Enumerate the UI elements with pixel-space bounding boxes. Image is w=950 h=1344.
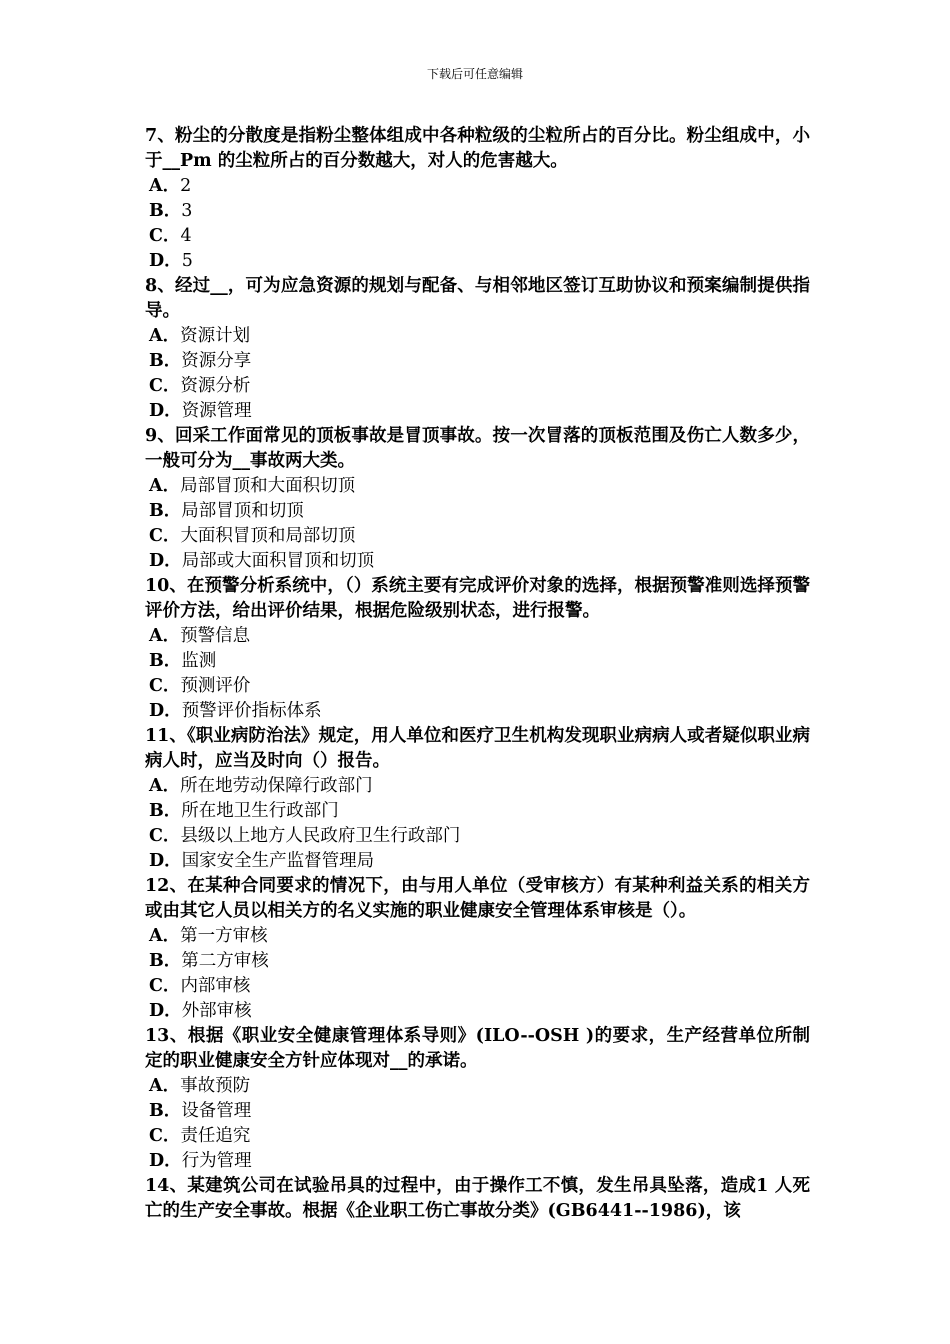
option-text: 预警信息 <box>180 626 251 646</box>
question-8 <box>145 274 810 424</box>
option-letter: C． <box>149 976 181 996</box>
question-13 <box>145 1024 810 1174</box>
option-letter: C． <box>149 676 181 696</box>
option-text: 4 <box>180 226 192 246</box>
option-c <box>145 1124 810 1149</box>
question-text: 7、粉尘的分散度是指粉尘整体组成中各种粒级的尘粒所占的百分比。粉尘组成中，小于__Pm 的尘粒所占的百分数越大，对人的危害越大。 <box>145 126 810 171</box>
option-a <box>145 624 810 649</box>
option-text: 局部冒顶和切顶 <box>181 501 304 521</box>
option-letter: D． <box>149 1001 182 1021</box>
option-letter: B． <box>149 351 182 371</box>
option-text: 监测 <box>181 651 217 671</box>
option-letter: A． <box>149 326 181 346</box>
question-text: 10、在预警分析系统中，（）系统主要有完成评价对象的选择，根据预警准则选择预警评价方法，给出评价结果，根据危险级别状态，进行报警。 <box>145 576 810 621</box>
option-text: 所在地卫生行政部门 <box>181 801 339 821</box>
option-d <box>145 1149 810 1174</box>
option-letter: D． <box>149 251 182 271</box>
option-letter: A． <box>149 1076 181 1096</box>
option-text: 行为管理 <box>181 1151 252 1171</box>
option-a <box>145 924 810 949</box>
option-letter: A． <box>149 926 181 946</box>
option-text: 资源管理 <box>181 401 252 421</box>
question-12 <box>145 874 810 1024</box>
document-body <box>145 124 810 1224</box>
option-text: 内部审核 <box>180 976 251 996</box>
option-a <box>145 474 810 499</box>
option-b <box>145 499 810 524</box>
option-letter: D． <box>149 551 182 571</box>
option-letter: D． <box>149 401 182 421</box>
question-text: 14、某建筑公司在试验吊具的过程中，由于操作工不慎，发生吊具坠落，造成1 人死亡的生产安全事故。根据《企业职工伤亡事故分类》(GB6441--1986)，该 <box>145 1176 810 1221</box>
question-14 <box>145 1174 810 1224</box>
option-c <box>145 974 810 999</box>
option-text: 第二方审核 <box>181 951 269 971</box>
question-text: 13、根据《职业安全健康管理体系导则》(ILO--OSH )的要求，生产经营单位所制定的职业健康安全方针应体现对__的承诺。 <box>145 1026 810 1071</box>
option-b <box>145 649 810 674</box>
question-9 <box>145 424 810 574</box>
option-text: 2 <box>180 176 192 196</box>
option-letter: B． <box>149 201 182 221</box>
option-text: 外部审核 <box>181 1001 252 1021</box>
option-letter: D． <box>149 1151 182 1171</box>
option-a <box>145 1074 810 1099</box>
question-text: 9、回采工作面常见的顶板事故是冒顶事故。按一次冒落的顶板范围及伤亡人数多少，一般可分为__事故两大类。 <box>145 426 810 471</box>
option-letter: B． <box>149 801 182 821</box>
option-text: 大面积冒顶和局部切顶 <box>180 526 356 546</box>
option-text: 预测评价 <box>180 676 251 696</box>
option-text: 局部或大面积冒顶和切顶 <box>181 551 375 571</box>
option-b <box>145 949 810 974</box>
option-letter: C． <box>149 526 181 546</box>
option-letter: B． <box>149 1101 182 1121</box>
option-text: 局部冒顶和大面积切顶 <box>180 476 356 496</box>
option-d <box>145 399 810 424</box>
option-text: 资源分析 <box>180 376 251 396</box>
option-d <box>145 999 810 1024</box>
option-letter: D． <box>149 701 182 721</box>
option-d <box>145 249 810 274</box>
option-a <box>145 774 810 799</box>
option-c <box>145 524 810 549</box>
option-b <box>145 1099 810 1124</box>
option-text: 事故预防 <box>180 1076 251 1096</box>
option-letter: A． <box>149 626 181 646</box>
option-text: 5 <box>181 251 193 271</box>
option-letter: A． <box>149 776 181 796</box>
option-letter: B． <box>149 501 182 521</box>
option-c <box>145 824 810 849</box>
option-letter: A． <box>149 476 181 496</box>
option-text: 资源分享 <box>181 351 252 371</box>
option-text: 资源计划 <box>180 326 251 346</box>
option-d <box>145 699 810 724</box>
option-letter: B． <box>149 651 182 671</box>
option-c <box>145 674 810 699</box>
option-text: 国家安全生产监督管理局 <box>181 851 375 871</box>
option-text: 责任追究 <box>180 1126 251 1146</box>
option-text: 3 <box>181 201 193 221</box>
option-text: 第一方审核 <box>180 926 268 946</box>
option-letter: C． <box>149 826 181 846</box>
option-d <box>145 849 810 874</box>
question-text: 8、经过__，可为应急资源的规划与配备、与相邻地区签订互助协议和预案编制提供指导。 <box>145 276 810 321</box>
option-letter: D． <box>149 851 182 871</box>
option-letter: C． <box>149 226 181 246</box>
option-b <box>145 349 810 374</box>
option-a <box>145 174 810 199</box>
option-letter: A． <box>149 176 181 196</box>
question-11 <box>145 724 810 874</box>
page-header-text: 下载后可任意编辑 <box>426 67 523 81</box>
option-text: 设备管理 <box>181 1101 252 1121</box>
question-text: 12、在某种合同要求的情况下，由与用人单位（受审核方）有某种利益关系的相关方或由其它人员以相关方的名义实施的职业健康安全管理体系审核是（）。 <box>145 876 810 921</box>
option-letter: C． <box>149 376 181 396</box>
option-text: 县级以上地方人民政府卫生行政部门 <box>180 826 461 846</box>
option-letter: B． <box>149 951 182 971</box>
question-10 <box>145 574 810 724</box>
option-b <box>145 199 810 224</box>
option-a <box>145 324 810 349</box>
option-letter: C． <box>149 1126 181 1146</box>
question-text: 11、《职业病防治法》规定，用人单位和医疗卫生机构发现职业病病人或者疑似职业病病人时，应当及时向（）报告。 <box>145 726 810 771</box>
option-text: 预警评价指标体系 <box>181 701 322 721</box>
option-c <box>145 374 810 399</box>
option-b <box>145 799 810 824</box>
option-c <box>145 224 810 249</box>
page-header <box>0 66 950 82</box>
option-d <box>145 549 810 574</box>
option-text: 所在地劳动保障行政部门 <box>180 776 373 796</box>
question-7 <box>145 124 810 274</box>
